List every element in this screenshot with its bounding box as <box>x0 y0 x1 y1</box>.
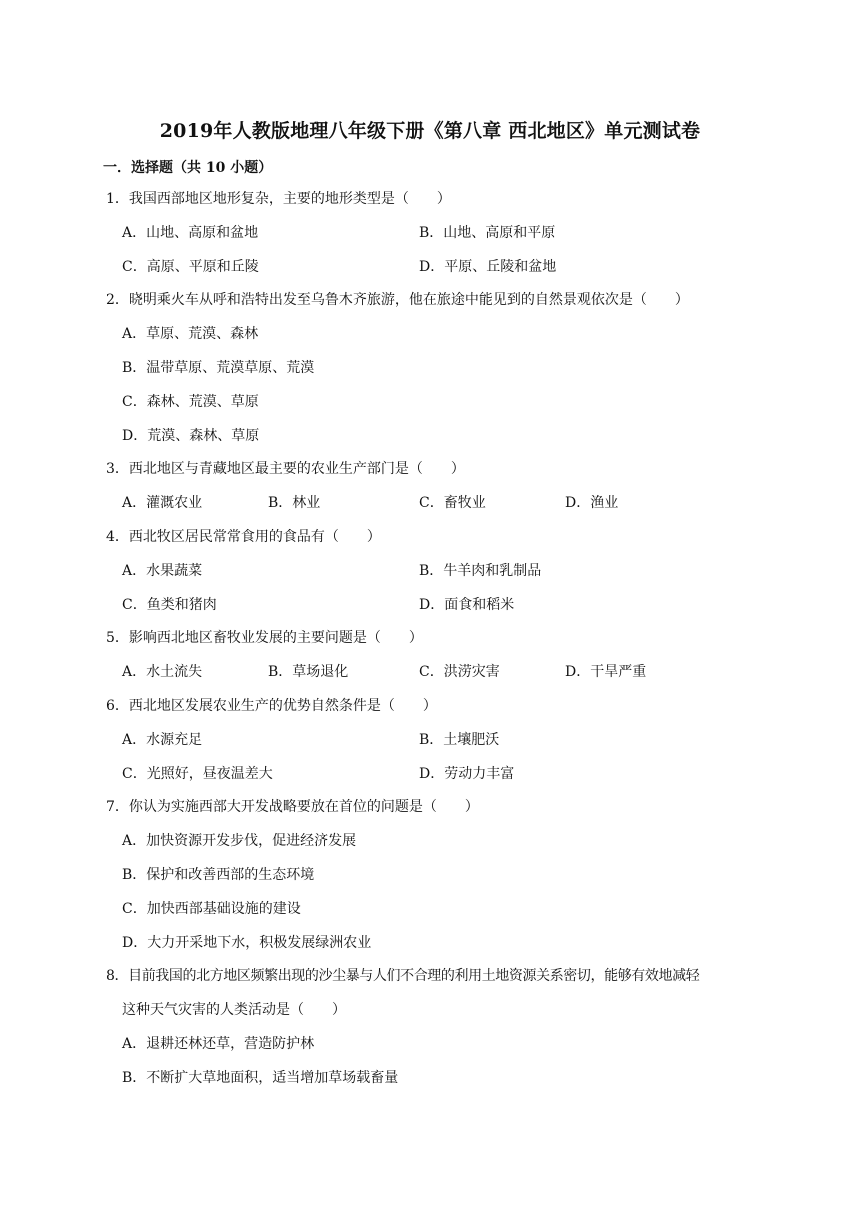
question-5-stem: 5．影响西北地区畜牧业发展的主要问题是（ ） <box>106 630 423 646</box>
q3-option-a: A．灌溉农业 <box>122 495 203 511</box>
question-1-stem: 1．我国西部地区地形复杂，主要的地形类型是（ ） <box>106 191 451 207</box>
q4-option-a: A．水果蔬菜 <box>122 563 203 579</box>
q1-option-b: B．山地、高原和平原 <box>419 225 556 241</box>
q7-option-b: B．保护和改善西部的生态环境 <box>122 867 315 883</box>
q7-option-d: D．大力开采地下水，积极发展绿洲农业 <box>122 935 372 951</box>
q7-option-a: A．加快资源开发步伐，促进经济发展 <box>122 833 357 849</box>
q8-option-b: B．不断扩大草地面积，适当增加草场载畜量 <box>122 1070 399 1086</box>
q5-option-d: D．干旱严重 <box>565 664 647 680</box>
question-8-stem-continued: 这种天气灾害的人类活动是（ ） <box>122 1002 346 1018</box>
q6-option-c: C．光照好，昼夜温差大 <box>122 766 273 782</box>
q6-option-d: D．劳动力丰富 <box>419 766 515 782</box>
q5-option-a: A．水土流失 <box>122 664 203 680</box>
q4-option-c: C．鱼类和猪肉 <box>122 597 217 613</box>
q5-option-b: B．草场退化 <box>268 664 349 680</box>
q4-option-b: B．牛羊肉和乳制品 <box>419 563 542 579</box>
q6-option-a: A．水源充足 <box>122 732 203 748</box>
q4-option-d: D．面食和稻米 <box>419 597 515 613</box>
q2-option-b: B．温带草原、荒漠草原、荒漠 <box>122 360 315 376</box>
q3-option-d: D．渔业 <box>565 495 619 511</box>
question-6-stem: 6．西北地区发展农业生产的优势自然条件是（ ） <box>106 698 437 714</box>
q3-option-c: C．畜牧业 <box>419 495 486 511</box>
q2-option-d: D．荒漠、森林、草原 <box>122 428 260 444</box>
q7-option-c: C．加快西部基础设施的建设 <box>122 901 301 917</box>
question-4-stem: 4．西北牧区居民常常食用的食品有（ ） <box>106 529 381 545</box>
q1-option-a: A．山地、高原和盆地 <box>122 225 259 241</box>
q1-option-d: D．平原、丘陵和盆地 <box>419 259 557 275</box>
section-heading: 一．选择题（共 10 小题） <box>103 160 273 176</box>
q1-option-c: C．高原、平原和丘陵 <box>122 259 259 275</box>
q2-option-c: C．森林、荒漠、草原 <box>122 394 259 410</box>
question-8-stem: 8．目前我国的北方地区频繁出现的沙尘暴与人们不合理的利用土地资源关系密切，能够有效地减轻 <box>106 968 700 984</box>
document-title: 2019年人教版地理八年级下册《第八章 西北地区》单元测试卷 <box>159 120 701 142</box>
q8-option-a: A．退耕还林还草，营造防护林 <box>122 1036 315 1052</box>
q3-option-b: B．林业 <box>268 495 321 511</box>
question-2-stem: 2．晓明乘火车从呼和浩特出发至乌鲁木齐旅游，他在旅途中能见到的自然景观依次是（ ） <box>106 292 689 308</box>
q5-option-c: C．洪涝灾害 <box>419 664 500 680</box>
q2-option-a: A．草原、荒漠、森林 <box>122 326 259 342</box>
q6-option-b: B．土壤肥沃 <box>419 732 500 748</box>
question-7-stem: 7．你认为实施西部大开发战略要放在首位的问题是（ ） <box>106 799 479 815</box>
question-3-stem: 3．西北地区与青藏地区最主要的农业生产部门是（ ） <box>106 461 465 477</box>
